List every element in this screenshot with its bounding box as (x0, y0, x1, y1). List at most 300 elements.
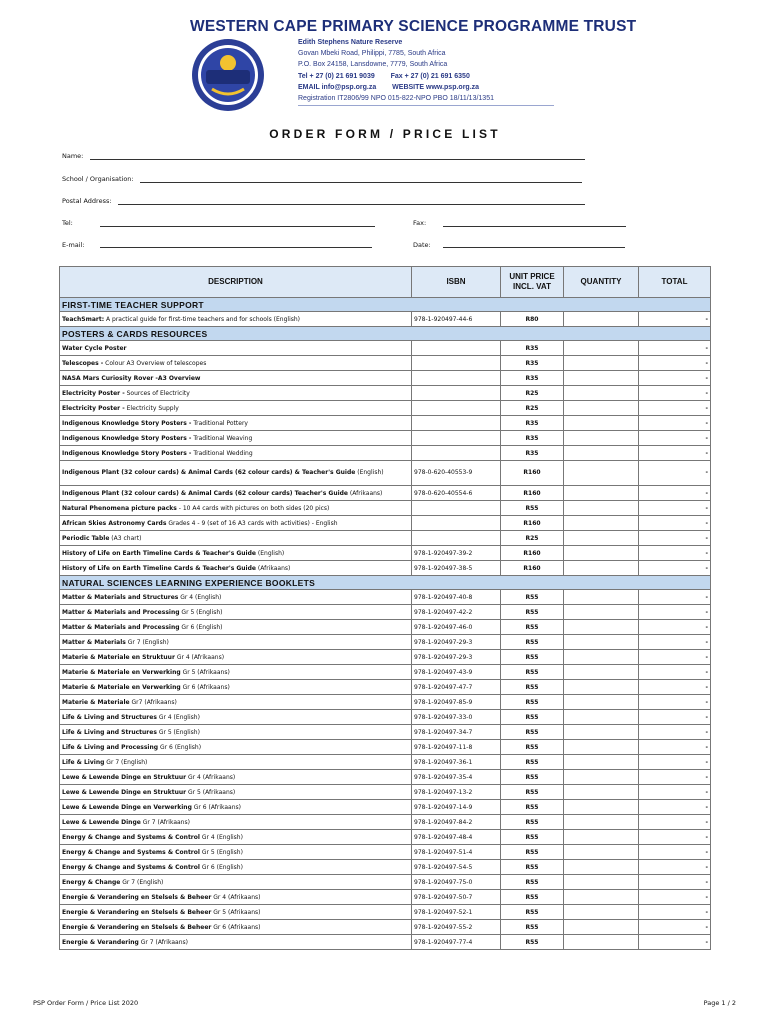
table-row (60, 486, 711, 501)
item-isbn: 978-1-920497-55-2 (412, 920, 501, 935)
item-isbn: 978-1-920497-29-3 (412, 650, 501, 665)
table-row (60, 725, 711, 740)
quantity-cell[interactable] (564, 785, 639, 800)
item-name: Life & Living (62, 758, 105, 766)
item-name: TeachSmart: (62, 315, 105, 323)
table-row (60, 516, 711, 531)
item-description (60, 546, 412, 561)
item-name: Matter & Materials and Processing (62, 623, 180, 631)
item-total: - (639, 620, 711, 635)
item-description (60, 905, 412, 920)
item-description (60, 755, 412, 770)
item-description (60, 446, 412, 461)
name-label: Name: (62, 152, 84, 160)
item-detail: Gr 4 (Afrikaans) (211, 893, 261, 901)
item-isbn: 978-1-920497-34-7 (412, 725, 501, 740)
item-detail: Gr 6 (Afrikaans) (211, 923, 261, 931)
item-description (60, 486, 412, 501)
item-description (60, 800, 412, 815)
quantity-cell[interactable] (564, 680, 639, 695)
item-isbn: 978-1-920497-48-4 (412, 830, 501, 845)
item-total: - (639, 770, 711, 785)
item-name: Life & Living and Processing (62, 743, 159, 751)
table-row (60, 501, 711, 516)
item-name: Life & Living and Structures (62, 728, 157, 736)
quantity-cell[interactable] (564, 620, 639, 635)
tel-label: Tel: (62, 219, 73, 227)
address-line: Edith Stephens Nature Reserve (298, 39, 403, 46)
item-isbn (412, 341, 501, 356)
quantity-cell[interactable] (564, 341, 639, 356)
item-description (60, 605, 412, 620)
item-name: Energie & Verandering en Stelsels & Beheer (62, 893, 212, 901)
item-name: Energie & Verandering (62, 938, 139, 946)
item-total: - (639, 785, 711, 800)
registration-text: Registration IT2806/99 NPO 015-822-NPO PBO 18/11/13/1351 (298, 95, 494, 103)
name-field[interactable] (90, 159, 585, 160)
item-total: - (639, 815, 711, 830)
item-total: - (639, 461, 711, 486)
item-price: R80 (501, 312, 564, 327)
quantity-cell[interactable] (564, 650, 639, 665)
quantity-cell[interactable] (564, 486, 639, 501)
item-price: R160 (501, 486, 564, 501)
quantity-cell[interactable] (564, 920, 639, 935)
org-title: WESTERN CAPE PRIMARY SCIENCE PROGRAMME TRUST (190, 18, 637, 35)
address-line: P.O. Box 24158, Lansdowne, 7779, South Africa (298, 61, 448, 69)
item-price: R55 (501, 800, 564, 815)
item-isbn: 978-1-920497-36-1 (412, 755, 501, 770)
col-quantity: QUANTITY (564, 267, 639, 298)
item-price: R55 (501, 740, 564, 755)
item-isbn: 978-1-920497-77-4 (412, 935, 501, 950)
item-price: R55 (501, 590, 564, 605)
page-number: Page 1 / 2 (703, 999, 736, 1007)
table-row (60, 546, 711, 561)
item-total: - (639, 371, 711, 386)
quantity-cell[interactable] (564, 935, 639, 950)
item-isbn (412, 531, 501, 546)
item-detail: Traditional Pottery (191, 419, 248, 427)
section-title: NATURAL SCIENCES LEARNING EXPERIENCE BOOKLETS (60, 576, 711, 590)
quantity-cell[interactable] (564, 770, 639, 785)
item-isbn: 978-1-920497-39-2 (412, 546, 501, 561)
item-name: Energy & Change (62, 878, 121, 886)
item-price: R35 (501, 341, 564, 356)
item-detail: (English) (355, 469, 384, 476)
fax-field[interactable] (443, 226, 626, 227)
quantity-cell[interactable] (564, 830, 639, 845)
footer-title: PSP Order Form / Price List 2020 (33, 999, 139, 1007)
table-row (60, 785, 711, 800)
item-name: Natural Phenomena picture packs (62, 504, 177, 512)
table-row (60, 605, 711, 620)
item-isbn (412, 501, 501, 516)
item-name: Telescopes - (62, 359, 104, 367)
quantity-cell[interactable] (564, 740, 639, 755)
item-price: R55 (501, 815, 564, 830)
item-detail: Traditional Weaving (191, 434, 253, 442)
item-total: - (639, 920, 711, 935)
item-total: - (639, 830, 711, 845)
item-description (60, 725, 412, 740)
item-description (60, 665, 412, 680)
item-detail: Gr 5 (Afrikaans) (186, 788, 236, 796)
item-detail: Gr 5 (English) (179, 608, 223, 616)
item-price: R55 (501, 755, 564, 770)
quantity-cell[interactable] (564, 461, 639, 486)
item-name: History of Life on Earth Timeline Cards & Teacher's Guide (62, 564, 256, 572)
quantity-cell[interactable] (564, 546, 639, 561)
item-detail: Gr 5 (English) (156, 728, 200, 736)
item-name: Energie & Verandering en Stelsels & Beheer (62, 908, 212, 916)
item-name: NASA Mars Curiosity Rover -A3 Overview (62, 374, 201, 382)
quantity-cell[interactable] (564, 431, 639, 446)
item-total: - (639, 695, 711, 710)
quantity-cell[interactable] (564, 312, 639, 327)
quantity-cell[interactable] (564, 860, 639, 875)
postal-label: Postal Address: (62, 197, 112, 205)
item-total: - (639, 680, 711, 695)
item-price: R35 (501, 416, 564, 431)
item-detail: Traditional Wedding (191, 449, 253, 457)
table-header-row (60, 267, 711, 298)
item-name: African Skies Astronomy Cards (62, 519, 167, 527)
col-unit-price: UNIT PRICE INCL. VAT (501, 267, 564, 298)
item-total: - (639, 740, 711, 755)
table-row (60, 830, 711, 845)
item-isbn: 978-1-920497-29-3 (412, 635, 501, 650)
psp-logo (192, 39, 264, 111)
item-detail: A practical guide for first-time teachers and for schools (English) (104, 315, 301, 323)
item-description (60, 815, 412, 830)
item-total: - (639, 890, 711, 905)
quantity-cell[interactable] (564, 501, 639, 516)
item-detail: Gr 6 (English) (158, 743, 202, 751)
item-detail: Gr 4 (English) (178, 593, 222, 601)
item-detail: Gr 4 (English) (156, 713, 200, 721)
item-description (60, 845, 412, 860)
table-row (60, 371, 711, 386)
table-row (60, 890, 711, 905)
item-detail: (Afrikaans) (255, 564, 291, 572)
quantity-cell[interactable] (564, 371, 639, 386)
item-isbn: 978-1-920497-13-2 (412, 785, 501, 800)
item-description (60, 416, 412, 431)
item-price: R55 (501, 635, 564, 650)
item-isbn: 978-1-920497-43-9 (412, 665, 501, 680)
item-isbn: 978-1-920497-35-4 (412, 770, 501, 785)
item-description (60, 695, 412, 710)
table-row (60, 815, 711, 830)
psp-logo-icon (192, 39, 264, 111)
item-name: Matter & Materials (62, 638, 126, 646)
quantity-cell[interactable] (564, 845, 639, 860)
item-price: R35 (501, 371, 564, 386)
table-row (60, 770, 711, 785)
tel-field[interactable] (100, 226, 375, 227)
item-price: R55 (501, 905, 564, 920)
item-description (60, 371, 412, 386)
item-isbn: 978-1-920497-47-7 (412, 680, 501, 695)
item-isbn: 978-1-920497-51-4 (412, 845, 501, 860)
item-description (60, 590, 412, 605)
page-title: ORDER FORM / PRICE LIST (269, 127, 501, 141)
item-name: Indigenous Plant (32 colour cards) & Animal Cards (62 colour cards) & Teacher's Guide (62, 469, 356, 476)
table-row (60, 860, 711, 875)
item-description (60, 935, 412, 950)
item-detail: Gr 4 (English) (199, 833, 243, 841)
contact-web-line (298, 82, 494, 93)
item-name: Water Cycle Poster (62, 344, 127, 352)
col-total: TOTAL (639, 267, 711, 298)
item-description (60, 386, 412, 401)
item-total: - (639, 800, 711, 815)
item-price: R160 (501, 561, 564, 576)
item-name: Life & Living and Structures (62, 713, 157, 721)
item-description (60, 920, 412, 935)
table-row (60, 935, 711, 950)
item-detail: Sources of Electricity (124, 389, 190, 397)
item-price: R35 (501, 431, 564, 446)
item-total: - (639, 755, 711, 770)
postal-address-field[interactable] (118, 204, 585, 205)
item-total: - (639, 635, 711, 650)
quantity-cell[interactable] (564, 401, 639, 416)
item-total: - (639, 416, 711, 431)
item-price: R55 (501, 665, 564, 680)
item-isbn: 978-1-920497-38-5 (412, 561, 501, 576)
date-field[interactable] (443, 247, 625, 248)
item-description (60, 461, 412, 486)
table-row (60, 695, 711, 710)
item-name: Energy & Change and Systems & Control (62, 863, 200, 871)
item-description (60, 516, 412, 531)
item-total: - (639, 516, 711, 531)
item-isbn (412, 431, 501, 446)
quantity-cell[interactable] (564, 890, 639, 905)
quantity-cell[interactable] (564, 710, 639, 725)
letterhead-divider (298, 105, 554, 106)
item-price: R55 (501, 830, 564, 845)
item-detail: (Afrikaans) (348, 489, 383, 497)
quantity-cell[interactable] (564, 590, 639, 605)
item-name: Materie & Materiale (62, 698, 130, 706)
table-row (60, 341, 711, 356)
item-isbn: 978-1-920497-40-8 (412, 590, 501, 605)
contact-phone-line (298, 71, 494, 82)
item-total: - (639, 486, 711, 501)
price-table (59, 266, 711, 950)
item-price: R35 (501, 446, 564, 461)
table-row (60, 680, 711, 695)
item-name: Electricity Poster - (62, 404, 125, 412)
item-price: R55 (501, 860, 564, 875)
school-field[interactable] (140, 182, 582, 183)
item-price: R55 (501, 920, 564, 935)
item-total: - (639, 431, 711, 446)
quantity-cell[interactable] (564, 725, 639, 740)
item-detail: - 10 A4 cards with pictures on both sides (20 pics) (176, 504, 330, 512)
section-title: FIRST-TIME TEACHER SUPPORT (60, 298, 711, 312)
quantity-cell[interactable] (564, 356, 639, 371)
item-isbn (412, 446, 501, 461)
item-isbn: 978-1-920497-11-8 (412, 740, 501, 755)
item-price: R55 (501, 785, 564, 800)
item-detail: Gr 7 (Afrikaans) (140, 818, 190, 826)
item-price: R55 (501, 680, 564, 695)
address-line: Govan Mbeki Road, Philippi, 7785, South Africa (298, 50, 446, 58)
table-row (60, 531, 711, 546)
table-row (60, 875, 711, 890)
quantity-cell[interactable] (564, 875, 639, 890)
item-price: R55 (501, 845, 564, 860)
item-isbn (412, 401, 501, 416)
item-total: - (639, 665, 711, 680)
item-name: Indigenous Plant (32 colour cards) & Animal Cards (62 colour cards) Teacher's Guide (62, 489, 349, 497)
item-isbn: 978-1-920497-44-6 (412, 312, 501, 327)
table-row (60, 920, 711, 935)
item-total: - (639, 935, 711, 950)
table-row (60, 740, 711, 755)
item-name: Periodic Table (62, 534, 110, 542)
item-price: R55 (501, 605, 564, 620)
item-name: Materie & Materiale en Struktuur (62, 653, 175, 661)
item-detail: Gr 6 (English) (199, 863, 243, 871)
quantity-cell[interactable] (564, 386, 639, 401)
item-description (60, 875, 412, 890)
item-total: - (639, 386, 711, 401)
item-detail: Gr 5 (English) (199, 848, 243, 856)
table-row (60, 710, 711, 725)
item-total: - (639, 561, 711, 576)
fax-label: Fax: (413, 219, 427, 227)
email-label: E-mail: (62, 241, 85, 249)
item-isbn (412, 416, 501, 431)
date-label: Date: (413, 241, 431, 249)
item-detail: Colour A3 Overview of telescopes (103, 359, 207, 367)
item-description (60, 341, 412, 356)
table-row (60, 845, 711, 860)
quantity-cell[interactable] (564, 561, 639, 576)
item-total: - (639, 875, 711, 890)
section-header-row (60, 327, 711, 341)
quantity-cell[interactable] (564, 416, 639, 431)
quantity-cell[interactable] (564, 815, 639, 830)
quantity-cell[interactable] (564, 755, 639, 770)
item-detail: Gr 7 (Afrikaans) (138, 938, 188, 946)
quantity-cell[interactable] (564, 516, 639, 531)
item-price: R35 (501, 356, 564, 371)
item-total: - (639, 860, 711, 875)
item-detail: Gr7 (Afrikaans) (129, 698, 177, 706)
item-isbn: 978-1-920497-54-5 (412, 860, 501, 875)
item-price: R55 (501, 695, 564, 710)
item-price: R55 (501, 725, 564, 740)
item-price: R55 (501, 650, 564, 665)
item-detail: Gr 7 (English) (125, 638, 169, 646)
item-detail: Grades 4 - 9 (set of 16 A3 cards with activities) - English (166, 519, 338, 527)
quantity-cell[interactable] (564, 531, 639, 546)
item-description (60, 312, 412, 327)
item-isbn: 978-1-920497-14-9 (412, 800, 501, 815)
school-label: School / Organisation: (62, 175, 134, 183)
item-name: Lewe & Lewende Dinge en Struktuur (62, 788, 187, 796)
item-price: R160 (501, 516, 564, 531)
item-description (60, 860, 412, 875)
item-detail: Gr 6 (English) (179, 623, 223, 631)
item-isbn: 978-0-620-40554-6 (412, 486, 501, 501)
item-description (60, 740, 412, 755)
table-row (60, 755, 711, 770)
table-row (60, 650, 711, 665)
table-row (60, 431, 711, 446)
item-price: R55 (501, 875, 564, 890)
item-price: R55 (501, 935, 564, 950)
col-isbn: ISBN (412, 267, 501, 298)
quantity-cell[interactable] (564, 905, 639, 920)
item-name: Indigenous Knowledge Story Posters - (62, 419, 192, 427)
col-description: DESCRIPTION (60, 267, 412, 298)
item-detail: Gr 7 (English) (120, 878, 164, 886)
item-price: R160 (501, 546, 564, 561)
item-total: - (639, 401, 711, 416)
letterhead-address (298, 37, 494, 104)
item-description (60, 830, 412, 845)
item-isbn (412, 356, 501, 371)
item-detail: Gr 4 (Afrikaans) (174, 653, 225, 661)
item-isbn: 978-0-620-40553-9 (412, 461, 501, 486)
table-row (60, 800, 711, 815)
quantity-cell[interactable] (564, 635, 639, 650)
item-total: - (639, 531, 711, 546)
website-text: WEBSITE www.psp.org.za (392, 83, 480, 91)
item-isbn: 978-1-920497-42-2 (412, 605, 501, 620)
item-description (60, 680, 412, 695)
item-price: R25 (501, 386, 564, 401)
fax-text: Fax + 27 (0) 21 691 6350 (390, 72, 470, 80)
quantity-cell[interactable] (564, 800, 639, 815)
quantity-cell[interactable] (564, 446, 639, 461)
quantity-cell[interactable] (564, 605, 639, 620)
item-name: Lewe & Lewende Dinge (62, 818, 141, 826)
section-title: POSTERS & CARDS RESOURCES (60, 327, 711, 341)
table-row (60, 665, 711, 680)
item-name: Materie & Materiale en Verwerking (62, 668, 181, 676)
item-price: R55 (501, 890, 564, 905)
table-row (60, 416, 711, 431)
table-row (60, 386, 711, 401)
item-name: Lewe & Lewende Dinge en Struktuur (62, 773, 187, 781)
item-total: - (639, 725, 711, 740)
table-row (60, 635, 711, 650)
item-description (60, 561, 412, 576)
item-detail: (A3 chart) (109, 534, 142, 542)
item-name: Energy & Change and Systems & Control (62, 848, 200, 856)
item-detail: Gr 6 (Afrikaans) (191, 803, 241, 811)
quantity-cell[interactable] (564, 665, 639, 680)
item-description (60, 770, 412, 785)
quantity-cell[interactable] (564, 695, 639, 710)
item-price: R55 (501, 620, 564, 635)
item-description (60, 356, 412, 371)
item-name: Materie & Materiale en Verwerking (62, 683, 181, 691)
table-row (60, 905, 711, 920)
item-total: - (639, 650, 711, 665)
item-price: R55 (501, 770, 564, 785)
item-detail: Gr 5 (Afrikaans) (180, 668, 230, 676)
email-field[interactable] (100, 247, 372, 248)
